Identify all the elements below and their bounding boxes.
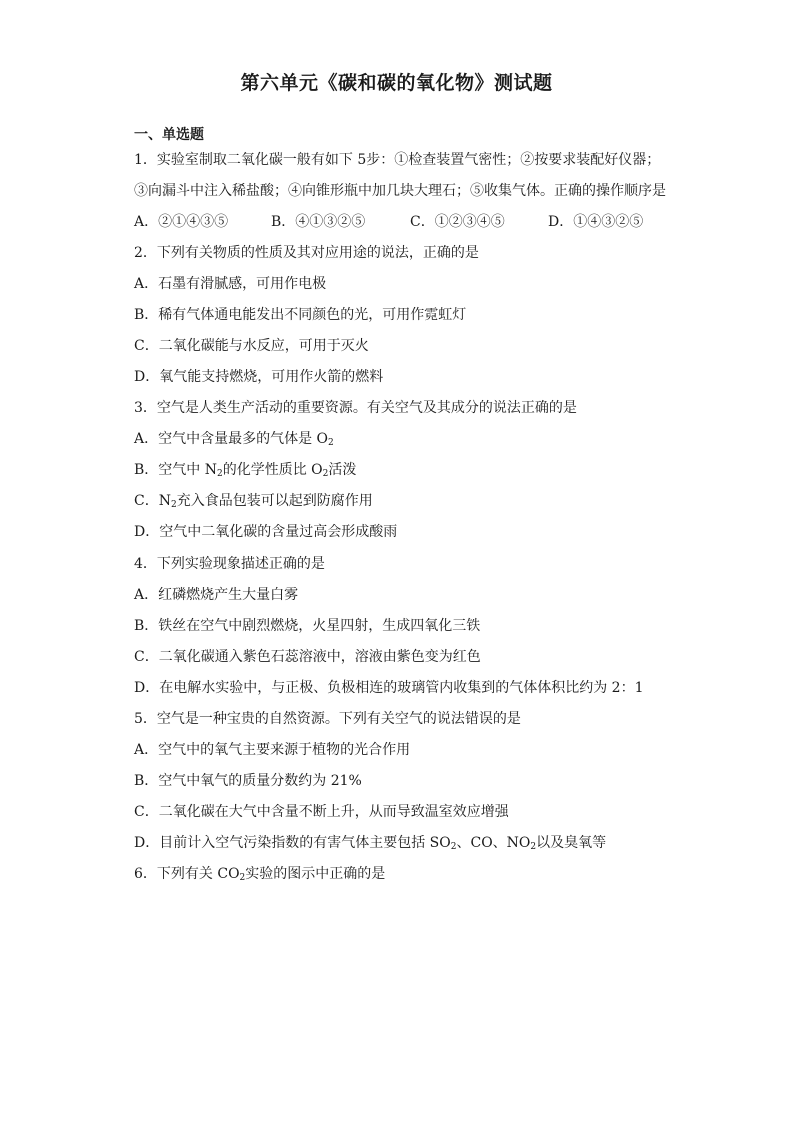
question-1-option-a: A．②①④③⑤	[134, 214, 229, 230]
question-4-stem: 4．下列实验现象描述正确的是	[134, 556, 325, 572]
question-4-option-b: B．铁丝在空气中剧烈燃烧，火星四射，生成四氧化三铁	[134, 618, 481, 634]
question-2-stem: 2．下列有关物质的性质及其对应用途的说法，正确的是	[134, 245, 479, 261]
page-title: 第六单元《碳和碳的氧化物》测试题	[240, 72, 553, 94]
question-3-option-a: A．空气中含量最多的气体是 $O_2$	[134, 431, 334, 448]
question-1-line-1: 1．实验室制取二氧化碳一般有如下 5步：①检查装置气密性；②按要求装配好仪器；	[134, 152, 661, 168]
question-3-stem: 3．空气是人类生产活动的重要资源。有关空气及其成分的说法正确的是	[134, 400, 577, 416]
question-1-line-2: ③向漏斗中注入稀盐酸；④向锥形瓶中加几块大理石；⑤收集气体。正确的操作顺序是	[134, 183, 666, 199]
question-2-option-b: B．稀有气体通电能发出不同颜色的光，可用作霓虹灯	[134, 307, 467, 323]
question-4-option-a: A．红磷燃烧产生大量白雾	[134, 587, 299, 603]
question-5-stem: 5．空气是一种宝贵的自然资源。下列有关空气的说法错误的是	[134, 711, 521, 727]
question-2-option-c: C．二氧化碳能与水反应，可用于灭火	[134, 338, 369, 354]
question-3-option-d: D．空气中二氧化碳的含量过高会形成酸雨	[134, 524, 398, 540]
question-5-option-b: B．空气中氧气的质量分数约为 21%	[134, 773, 362, 789]
section-heading: 一、单选题	[134, 127, 204, 143]
question-3-option-b: B．空气中 $N_2$的化学性质比 $O_2$活泼	[134, 462, 357, 479]
question-1-option-b: B．④①③②⑤	[271, 214, 366, 230]
question-4-option-c: C．二氧化碳通入紫色石蕊溶液中，溶液由紫色变为红色	[134, 649, 481, 665]
question-6-stem: 6．下列有关 $CO_2$实验的图示中正确的是	[134, 866, 386, 883]
question-2-option-a: A．石墨有滑腻感，可用作电极	[134, 276, 327, 292]
question-4-option-d: D．在电解水实验中，与正极、负极相连的玻璃管内收集到的气体体积比约为 2：1	[134, 680, 644, 696]
question-1-option-c: C．①②③④⑤	[410, 214, 505, 230]
question-5-option-a: A．空气中的氧气主要来源于植物的光合作用	[134, 742, 411, 758]
question-1-option-d: D．①④③②⑤	[548, 214, 644, 230]
question-2-option-d: D．氧气能支持燃烧，可用作火箭的燃料	[134, 369, 384, 385]
question-5-option-c: C．二氧化碳在大气中含量不断上升，从而导致温室效应增强	[134, 804, 509, 820]
question-3-option-c: C．$N_2$充入食品包装可以起到防腐作用	[134, 493, 373, 510]
question-5-option-d: D．目前计入空气污染指数的有害气体主要包括 $SO_2$、CO、$NO_2$以及臭氧等	[134, 835, 607, 852]
